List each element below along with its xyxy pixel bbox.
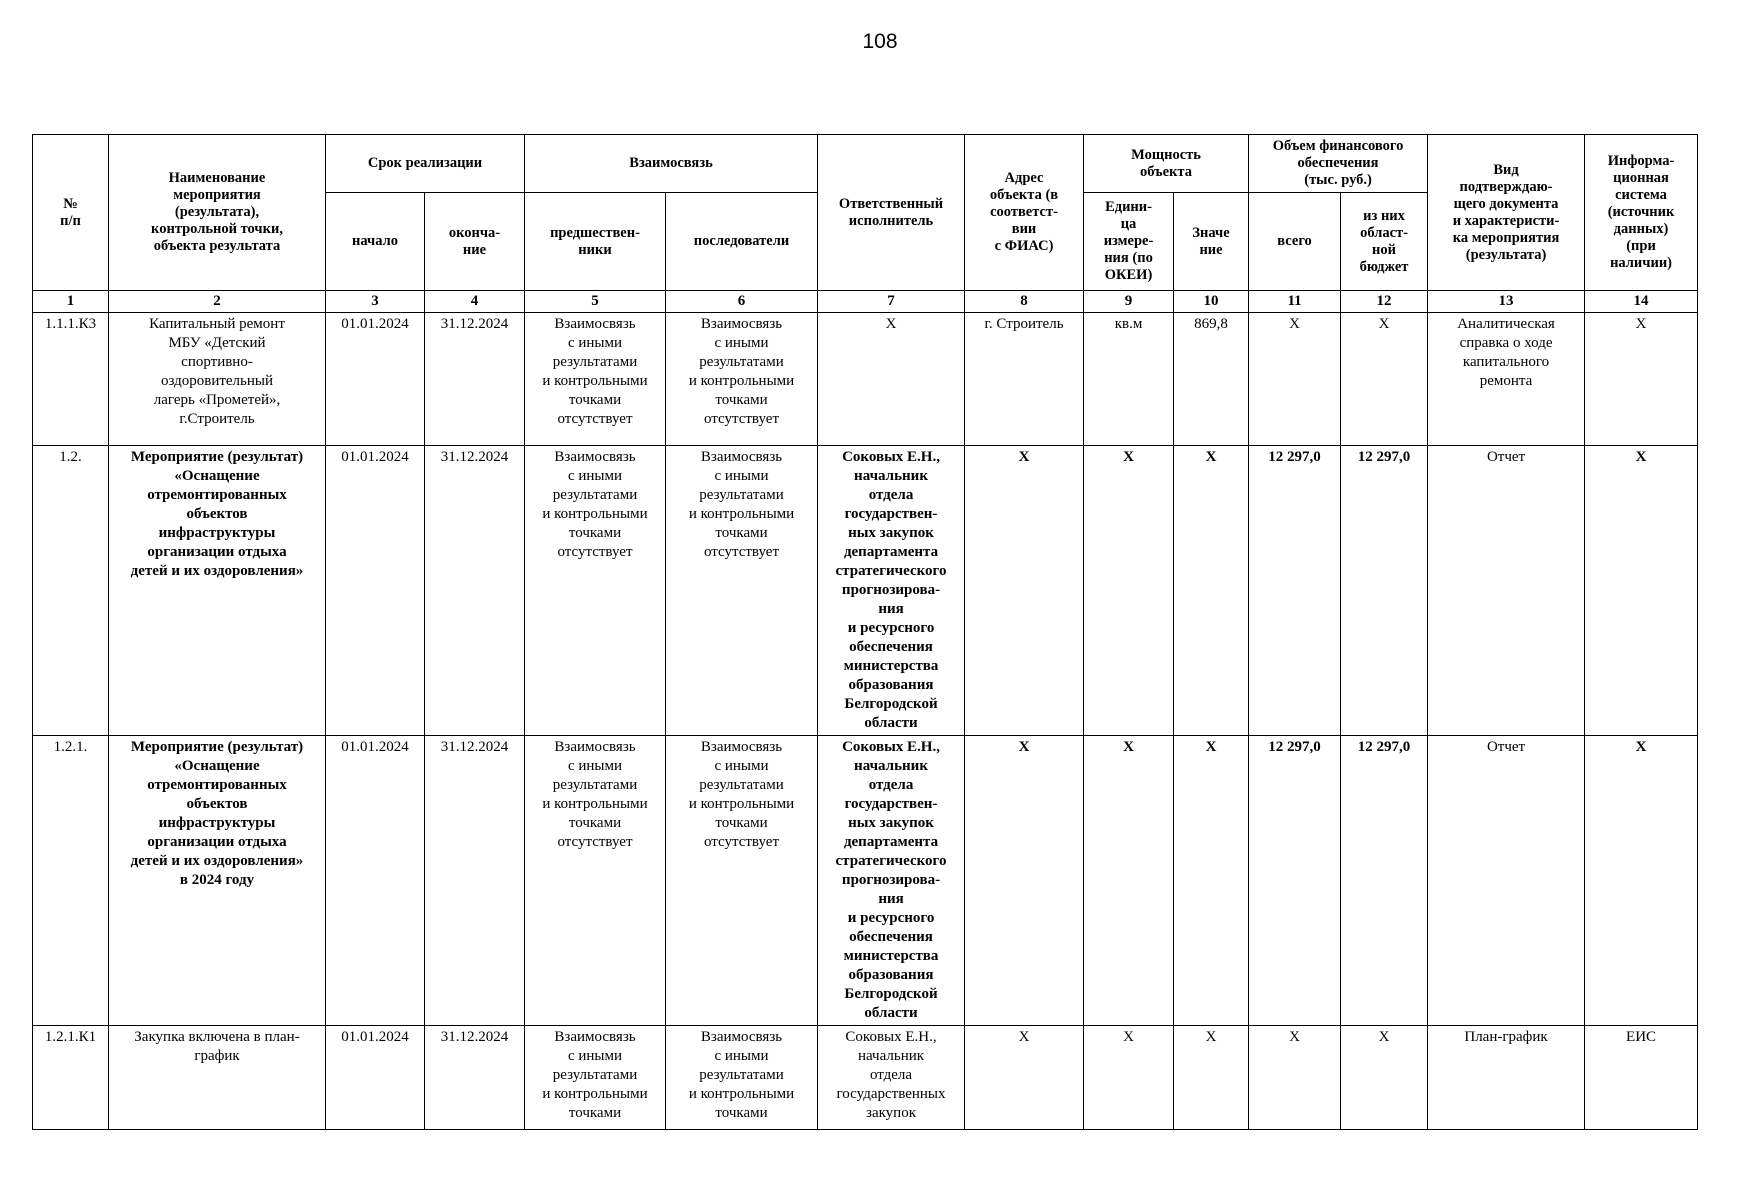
row-executor: Соковых Е.Н., начальник отдела государственных закупок [818,1026,965,1130]
header-relation-next: последователи [666,193,818,291]
row-start: 01.01.2024 [326,313,425,446]
row-document: Отчет [1428,736,1585,1026]
column-number: 11 [1249,291,1341,313]
row-finance-regional: 12 297,0 [1341,446,1428,736]
row-start: 01.01.2024 [326,446,425,736]
row-info-system: ЕИС [1585,1026,1698,1130]
header-executor: Ответственный исполнитель [818,135,965,291]
row-number: 1.2.1. [33,736,109,1026]
row-value: X [1174,736,1249,1026]
header-finance: Объем финансового обеспечения (тыс. руб.) [1249,135,1428,193]
row-name: Мероприятие (результат) «Оснащение отремонтированных объектов инфраструктуры организации отдыха детей и их оздоровления» в 2024 году [109,736,326,1026]
header-period: Срок реализации [326,135,525,193]
row-address: X [965,446,1084,736]
row-finance-total: 12 297,0 [1249,446,1341,736]
page-number: 108 [862,30,898,53]
row-predecessors: Взаимосвязь с иными результатами и контрольными точками отсутствует [525,446,666,736]
row-unit: X [1084,1026,1174,1130]
column-number: 12 [1341,291,1428,313]
header-capacity: Мощность объекта [1084,135,1249,193]
row-value: 869,8 [1174,313,1249,446]
column-number: 14 [1585,291,1698,313]
column-number: 9 [1084,291,1174,313]
row-successors: Взаимосвязь с иными результатами и контрольными точками отсутствует [666,736,818,1026]
header-document: Вид подтверждаю- щего документа и характеристи- ка мероприятия (результата) [1428,135,1585,291]
row-info-system: X [1585,313,1698,446]
row-start: 01.01.2024 [326,1026,425,1130]
table-row [33,1026,1698,1130]
row-name: Капитальный ремонт МБУ «Детский спортивно- оздоровительный лагерь «Прометей», г.Строитель [109,313,326,446]
row-end: 31.12.2024 [425,446,525,736]
row-number: 1.2. [33,446,109,736]
header-capacity-value: Значе ние [1174,193,1249,291]
row-executor: X [818,313,965,446]
plan-table [32,134,1698,1130]
row-name: Закупка включена в план- график [109,1026,326,1130]
column-number: 2 [109,291,326,313]
row-info-system: X [1585,446,1698,736]
table-row [33,446,1698,736]
row-address: X [965,1026,1084,1130]
column-number: 5 [525,291,666,313]
row-finance-total: 12 297,0 [1249,736,1341,1026]
row-document: Отчет [1428,446,1585,736]
row-predecessors: Взаимосвязь с иными результатами и контрольными точками отсутствует [525,313,666,446]
column-number: 10 [1174,291,1249,313]
row-finance-regional: 12 297,0 [1341,736,1428,1026]
table-row [33,313,1698,446]
row-value: X [1174,446,1249,736]
row-finance-regional: X [1341,313,1428,446]
row-number: 1.2.1.К1 [33,1026,109,1130]
column-number: 3 [326,291,425,313]
column-number: 7 [818,291,965,313]
row-value: X [1174,1026,1249,1130]
row-finance-regional: X [1341,1026,1428,1130]
row-unit: кв.м [1084,313,1174,446]
row-start: 01.01.2024 [326,736,425,1026]
table-row [33,736,1698,1026]
row-end: 31.12.2024 [425,1026,525,1130]
row-predecessors: Взаимосвязь с иными результатами и контрольными точками [525,1026,666,1130]
column-number: 8 [965,291,1084,313]
column-number: 13 [1428,291,1585,313]
row-predecessors: Взаимосвязь с иными результатами и контрольными точками отсутствует [525,736,666,1026]
row-document: Аналитическая справка о ходе капитального ремонта [1428,313,1585,446]
header-finance-regional: из них област- ной бюджет [1341,193,1428,291]
row-finance-total: X [1249,313,1341,446]
row-executor: Соковых Е.Н., начальник отдела государствен- ных закупок департамента стратегического прогнозирова- ния и ресурсного обеспечения министерства образования Белгородской области [818,736,965,1026]
header-info-system: Информа- ционная система (источник данных) (при наличии) [1585,135,1698,291]
header-row-1 [33,135,1698,193]
row-end: 31.12.2024 [425,736,525,1026]
row-end: 31.12.2024 [425,313,525,446]
row-document: План-график [1428,1026,1585,1130]
column-number: 6 [666,291,818,313]
row-successors: Взаимосвязь с иными результатами и контрольными точками отсутствует [666,313,818,446]
row-info-system: X [1585,736,1698,1026]
row-unit: X [1084,736,1174,1026]
row-executor: Соковых Е.Н., начальник отдела государствен- ных закупок департамента стратегического прогнозирова- ния и ресурсного обеспечения министерства образования Белгородской области [818,446,965,736]
header-period-start: начало [326,193,425,291]
row-finance-total: X [1249,1026,1341,1130]
header-period-end: оконча- ние [425,193,525,291]
row-successors: Взаимосвязь с иными результатами и контрольными точками отсутствует [666,446,818,736]
column-number: 4 [425,291,525,313]
header-capacity-unit: Едини- ца измере- ния (по ОКЕИ) [1084,193,1174,291]
header-relation: Взаимосвязь [525,135,818,193]
row-name: Мероприятие (результат) «Оснащение отремонтированных объектов инфраструктуры организации отдыха детей и их оздоровления» [109,446,326,736]
column-number: 1 [33,291,109,313]
header-name: Наименование мероприятия (результата), контрольной точки, объекта результата [109,135,326,291]
row-unit: X [1084,446,1174,736]
row-address: г. Строитель [965,313,1084,446]
header-relation-prev: предшествен- ники [525,193,666,291]
row-number: 1.1.1.К3 [33,313,109,446]
header-num: № п/п [33,135,109,291]
header-finance-total: всего [1249,193,1341,291]
row-successors: Взаимосвязь с иными результатами и контрольными точками [666,1026,818,1130]
column-numbers-row [33,291,1698,313]
row-address: X [965,736,1084,1026]
header-address: Адрес объекта (в соответст- вии с ФИАС) [965,135,1084,291]
